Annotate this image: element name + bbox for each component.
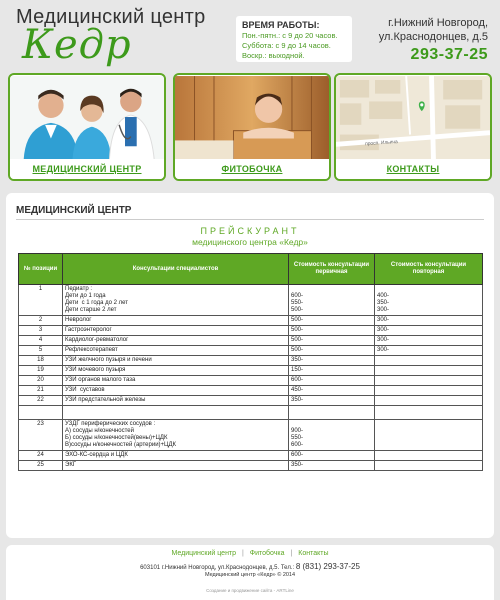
header-consultation: Консультации специалистов	[63, 254, 289, 285]
cell-price-repeat-text: 300-	[377, 347, 390, 353]
cell-consultation-text: Кардиолог-ревматолог	[65, 337, 129, 343]
table-row	[19, 396, 483, 406]
cell-price-repeat	[375, 386, 483, 396]
cell-price-first-text: 500-	[291, 317, 304, 323]
footer-copyright: Медицинский центр «Кедр» © 2014	[204, 572, 296, 578]
cell-price-repeat	[375, 316, 483, 326]
price-table-body	[19, 285, 483, 471]
cell-position	[19, 356, 63, 366]
footer-nav	[6, 550, 494, 557]
footer-address-text: 603101 г.Нижний Новгород, ул.Краснодонцев, д.5. Тел.:	[140, 565, 295, 571]
cell-price-first	[289, 406, 375, 420]
cell-consultation-text: Невролог	[65, 317, 92, 323]
cell-price-first-text: 500-	[291, 347, 304, 353]
cell-consultation-text: ЭКГ	[65, 462, 77, 468]
table-row	[19, 366, 483, 376]
cell-price-repeat-text: 300-	[377, 317, 390, 323]
cell-price-first-text: 450-	[291, 387, 304, 393]
cell-position-text: 19	[37, 367, 44, 373]
phytobarrel-photo[interactable]	[175, 75, 329, 161]
table-row	[19, 316, 483, 326]
cell-consultation-text: УЗИ предстательной железы	[65, 397, 146, 403]
cell-price-repeat-text: 300-	[377, 327, 390, 333]
table-header-row	[19, 254, 483, 285]
cell-position-text: 25	[37, 462, 44, 468]
cell-consultation	[63, 406, 289, 420]
working-hours-box	[236, 16, 352, 62]
cell-price-repeat	[375, 356, 483, 366]
cell-consultation	[63, 461, 289, 471]
cell-consultation-text: Гастроэнтеролог	[65, 327, 112, 333]
cell-position	[19, 420, 63, 451]
logo-text[interactable]: Медицинский центр	[16, 6, 206, 28]
cell-position	[19, 406, 63, 420]
table-row	[19, 285, 483, 316]
cell-price-first-text: 500-	[291, 337, 304, 343]
cell-position-text: 5	[38, 347, 43, 353]
cell-price-first	[289, 451, 375, 461]
cell-price-first-text: 600-	[291, 452, 304, 458]
cell-position	[19, 386, 63, 396]
cell-position	[19, 451, 63, 461]
doctors-photo[interactable]	[10, 75, 164, 161]
hours-saturday: Суббота: с 9 до 14 часов.	[242, 41, 331, 50]
cell-consultation	[63, 346, 289, 356]
cell-position	[19, 326, 63, 336]
cell-position	[19, 316, 63, 326]
price-table	[18, 253, 483, 471]
cell-consultation-text: Рефлексотерапевт	[65, 347, 118, 353]
map-image[interactable]	[336, 75, 490, 161]
hours-title: ВРЕМЯ РАБОТЫ:	[242, 20, 320, 30]
cell-consultation-text: Педиатр : Дети до 1 года Дети с 1 года до 2 лет Дети старше 2 лет	[65, 286, 128, 313]
cell-price-first	[289, 316, 375, 326]
price-list-heading: ПРЕЙСКУРАНТ	[200, 226, 300, 236]
hours-weekdays: Пон.-пятн.: с 9 до 20 часов.	[242, 31, 338, 40]
footer-credit[interactable]: Создание и продвижение сайта - ARTLine	[206, 588, 294, 593]
cell-price-first	[289, 356, 375, 366]
map-street-label: просп. Ильича	[365, 140, 398, 148]
header-price-repeat: Стоимость консультации повторная	[375, 254, 483, 285]
cell-position	[19, 346, 63, 356]
card-medical-center[interactable]	[8, 73, 166, 181]
cell-price-repeat-text: 300-	[377, 337, 390, 343]
cell-position-text: 22	[37, 397, 44, 403]
cell-position	[19, 366, 63, 376]
cell-consultation	[63, 386, 289, 396]
title-divider	[16, 219, 484, 220]
footer-link-contacts[interactable]: Контакты	[298, 550, 329, 557]
cell-price-repeat	[375, 366, 483, 376]
cell-price-repeat	[375, 336, 483, 346]
address-street: ул.Краснодонцев, д.5	[378, 31, 488, 43]
cell-consultation	[63, 336, 289, 346]
cell-price-first	[289, 386, 375, 396]
header-position: № позиции	[19, 254, 63, 285]
cell-position-text: 20	[37, 377, 44, 383]
cell-price-first	[289, 346, 375, 356]
site-header	[0, 0, 500, 72]
card-medical-center-link[interactable]: МЕДИЦИНСКИЙ ЦЕНТР	[10, 159, 164, 179]
cell-price-first	[289, 285, 375, 316]
cell-price-repeat	[375, 346, 483, 356]
cell-price-first-text: 600- 550- 500-	[291, 293, 304, 313]
cell-price-first-text: 150-	[291, 367, 304, 373]
cell-position-text: 24	[37, 452, 44, 458]
cell-consultation	[63, 376, 289, 386]
footer-address	[6, 562, 494, 571]
card-phytobarrel[interactable]	[173, 73, 331, 181]
cell-price-repeat	[375, 461, 483, 471]
cell-price-repeat	[375, 326, 483, 336]
cell-consultation	[63, 285, 289, 316]
cell-price-repeat	[375, 406, 483, 420]
cell-price-first-text: 350-	[291, 397, 304, 403]
cell-position-text: 21	[37, 387, 44, 393]
cell-price-first-text: 500-	[291, 327, 304, 333]
cell-price-first	[289, 461, 375, 471]
cell-position-text: 3	[38, 327, 43, 333]
footer-separator: |	[241, 550, 244, 557]
header-contact	[379, 16, 488, 64]
cell-consultation	[63, 396, 289, 406]
cell-consultation-text: УЗДГ периферических сосудов : А) сосуды н/конечностей Б) сосуды н/конечностей(вены)+ЦДК В)сосуды н/конечностей (артерии)+ЦДК	[65, 421, 177, 448]
cell-price-first	[289, 420, 375, 451]
cell-price-first	[289, 396, 375, 406]
card-phytobarrel-link[interactable]: ФИТОБОЧКА	[175, 159, 329, 179]
cell-position-text: 4	[38, 337, 43, 343]
main-content	[6, 193, 494, 538]
site-footer	[6, 545, 494, 600]
cell-consultation-text: УЗИ органов малого таза	[65, 377, 136, 383]
cell-position-text: 1	[38, 286, 43, 292]
header-price-first: Стоимость консультации первичная	[289, 254, 375, 285]
table-row	[19, 461, 483, 471]
cell-position-text: 23	[37, 421, 44, 427]
cell-position-text: 2	[38, 317, 43, 323]
table-row	[19, 386, 483, 396]
table-row	[19, 346, 483, 356]
cell-price-first-text: 600-	[291, 377, 304, 383]
footer-phone: 8 (831) 293-37-25	[295, 562, 360, 571]
cell-consultation-text: ЭХО-КС-сердца и ЦДК	[65, 452, 128, 458]
cell-position-text: 18	[37, 357, 44, 363]
cell-price-repeat	[375, 451, 483, 461]
cell-price-repeat	[375, 376, 483, 386]
cell-price-first	[289, 326, 375, 336]
table-row	[19, 326, 483, 336]
cell-consultation-text: УЗИ желчного пузыря и печени	[65, 357, 152, 363]
card-contacts-link[interactable]: КОНТАКТЫ	[336, 159, 490, 179]
cell-consultation-text: УЗИ мочевого пузыря	[65, 367, 126, 373]
cell-price-repeat	[375, 396, 483, 406]
cell-price-first	[289, 376, 375, 386]
cell-price-repeat	[375, 420, 483, 451]
cell-price-first	[289, 336, 375, 346]
header-phone: 293-37-25	[410, 46, 488, 63]
cell-consultation	[63, 356, 289, 366]
page-title: МЕДИЦИНСКИЙ ЦЕНТР	[16, 205, 132, 216]
cell-consultation	[63, 316, 289, 326]
cell-position	[19, 336, 63, 346]
cell-consultation	[63, 451, 289, 461]
cell-consultation	[63, 366, 289, 376]
footer-link-phytobarrel[interactable]: Фитобочка	[249, 550, 285, 557]
footer-link-medical-center[interactable]: Медицинский центр	[171, 550, 237, 557]
cell-consultation	[63, 420, 289, 451]
table-row	[19, 356, 483, 366]
card-contacts[interactable]	[334, 73, 492, 181]
table-row	[19, 451, 483, 461]
table-row	[19, 336, 483, 346]
cell-price-first-text: 900- 550- 600-	[291, 428, 304, 448]
cell-consultation-text: УЗИ суставов	[65, 387, 105, 393]
cell-position	[19, 285, 63, 316]
cell-price-repeat-text: 400- 350- 300-	[377, 293, 390, 313]
address-city: г.Нижний Новгород,	[388, 17, 488, 29]
cell-position	[19, 461, 63, 471]
cell-price-first-text: 350-	[291, 357, 304, 363]
cell-price-first	[289, 366, 375, 376]
cell-position	[19, 376, 63, 386]
cell-position	[19, 396, 63, 406]
cell-price-first-text: 350-	[291, 462, 304, 468]
hours-sunday: Воскр.: выходной.	[242, 51, 305, 60]
table-row	[19, 420, 483, 451]
cell-price-repeat	[375, 285, 483, 316]
table-row	[19, 376, 483, 386]
table-row	[19, 406, 483, 420]
cell-consultation	[63, 326, 289, 336]
price-list-subheading: медицинского центра «Кедр»	[192, 237, 308, 247]
footer-separator: |	[290, 550, 293, 557]
logo-script[interactable]: Кедр	[22, 22, 132, 68]
